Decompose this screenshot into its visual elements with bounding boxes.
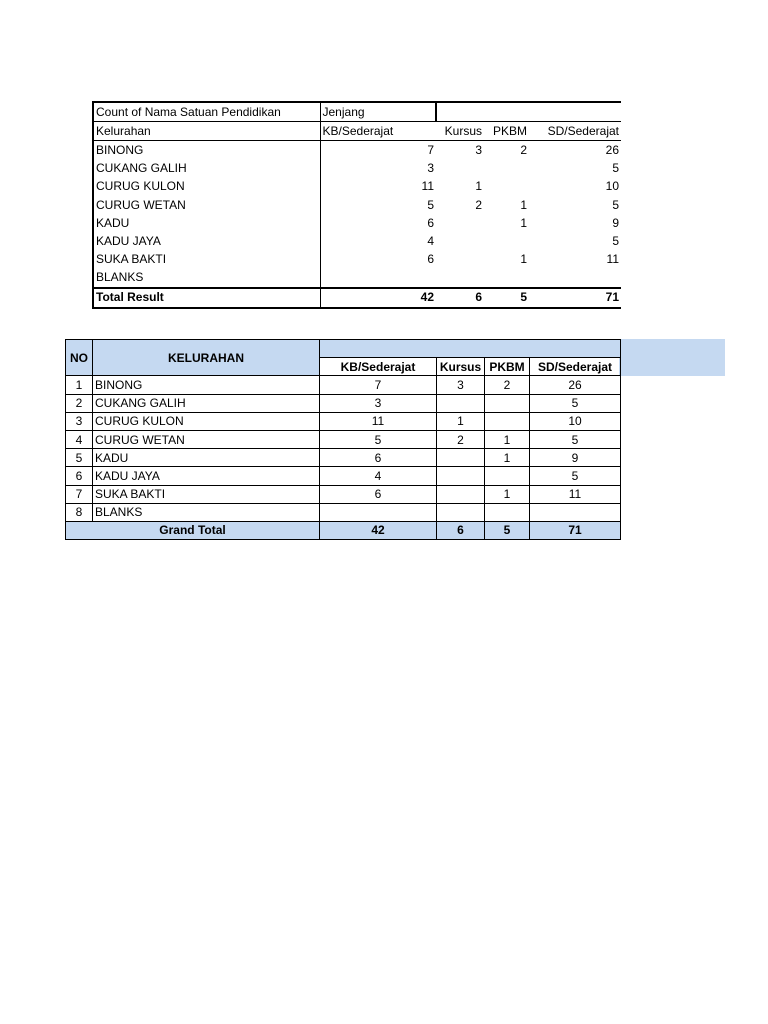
pivot-cell[interactable]: 10 — [605, 179, 619, 194]
pivot-row-label[interactable]: CUKANG GALIH — [93, 160, 320, 178]
row-number[interactable]: 6 — [66, 467, 93, 485]
pivot-total-cell[interactable]: 71 — [529, 288, 621, 308]
summary-row — [66, 503, 621, 521]
summary-cell[interactable]: 5 — [530, 430, 621, 448]
summary-cell[interactable]: 2 — [485, 376, 530, 394]
summary-total-row — [66, 521, 621, 539]
pivot-cell[interactable]: 1 — [520, 215, 527, 230]
pivot-row-label[interactable]: KADU JAYA — [93, 232, 320, 250]
summary-cell[interactable]: 9 — [530, 449, 621, 467]
pivot-col-header[interactable]: SD/Sederajat — [529, 122, 621, 141]
pivot-cell[interactable] — [436, 232, 484, 250]
summary-header-row-1 — [66, 340, 621, 358]
pivot-cell[interactable] — [320, 269, 436, 288]
pivot-header-blank[interactable] — [436, 102, 484, 122]
kelurahan-name[interactable]: CURUG WETAN — [93, 430, 320, 448]
pivot-row-label[interactable]: CURUG WETAN — [93, 196, 320, 214]
no-header[interactable]: NO — [66, 340, 93, 376]
pivot-cell[interactable]: 3 — [320, 160, 436, 178]
grand-total-label[interactable]: Grand Total — [66, 521, 320, 539]
pivot-row — [93, 141, 621, 160]
pivot-row — [93, 178, 621, 196]
pivot-cell[interactable] — [484, 178, 529, 196]
summary-cell[interactable]: 5 — [320, 430, 437, 448]
pivot-corner-label[interactable]: Count of Nama Satuan Pendidikan — [93, 102, 320, 122]
pivot-cell[interactable] — [484, 269, 529, 288]
kelurahan-name[interactable]: KADU — [93, 449, 320, 467]
pivot-cell[interactable]: 2 — [520, 142, 527, 157]
summary-col-header[interactable]: SD/Sederajat — [530, 358, 621, 376]
kelurahan-name[interactable]: SUKA BAKTI — [93, 485, 320, 503]
summary-cell[interactable] — [485, 503, 530, 521]
kelurahan-name[interactable]: CURUG KULON — [93, 412, 320, 430]
row-number[interactable]: 8 — [66, 503, 93, 521]
pivot-total-cell[interactable]: 5 — [484, 288, 529, 308]
row-number[interactable]: 5 — [66, 449, 93, 467]
pivot-header-blank[interactable] — [484, 102, 529, 122]
summary-cell[interactable]: 7 — [320, 376, 437, 394]
pivot-cell[interactable] — [529, 269, 621, 288]
pivot-cell[interactable]: 4 — [320, 232, 436, 250]
pivot-row-field-label[interactable]: Kelurahan — [93, 122, 320, 141]
summary-row — [66, 430, 621, 448]
summary-cell[interactable]: 1 — [485, 430, 530, 448]
kelurahan-name[interactable]: BINONG — [93, 376, 320, 394]
summary-cell[interactable]: 6 — [320, 449, 437, 467]
pivot-cell[interactable]: 7 — [320, 141, 436, 160]
pivot-cell[interactable]: 1 — [475, 179, 482, 194]
pivot-cell[interactable] — [484, 232, 529, 250]
pivot-cell[interactable]: 5 — [612, 197, 619, 212]
summary-cell[interactable] — [437, 467, 485, 485]
summary-cell[interactable]: 6 — [320, 485, 437, 503]
jenjang-header-blank[interactable] — [320, 340, 621, 358]
pivot-cell[interactable]: 11 — [606, 252, 619, 267]
summary-row — [66, 376, 621, 394]
summary-cell[interactable]: 1 — [485, 449, 530, 467]
pivot-cell[interactable]: 6 — [320, 251, 436, 269]
pivot-cell[interactable]: 5 — [320, 196, 436, 214]
header-fill-band — [619, 339, 725, 376]
summary-cell[interactable] — [437, 449, 485, 467]
kelurahan-name[interactable]: KADU JAYA — [93, 467, 320, 485]
pivot-row-label[interactable]: CURUG KULON — [93, 178, 320, 196]
pivot-row-label[interactable]: SUKA BAKTI — [93, 251, 320, 269]
pivot-total-cell[interactable]: 6 — [436, 288, 484, 308]
grand-total-cell[interactable]: 6 — [437, 521, 485, 539]
summary-cell[interactable] — [485, 467, 530, 485]
summary-cell[interactable]: 11 — [320, 412, 437, 430]
pivot-total-label[interactable]: Total Result — [93, 288, 320, 308]
summary-cell[interactable]: 3 — [320, 394, 437, 412]
summary-col-header[interactable]: KB/Sederajat — [320, 358, 437, 376]
pivot-row-label[interactable]: BINONG — [93, 141, 320, 160]
kelurahan-header[interactable]: KELURAHAN — [93, 340, 320, 376]
pivot-header-row-1 — [93, 102, 621, 122]
pivot-cell[interactable]: 26 — [605, 142, 619, 157]
pivot-col-header[interactable]: Kursus — [436, 122, 484, 141]
row-number[interactable]: 2 — [66, 394, 93, 412]
pivot-row — [93, 269, 621, 288]
pivot-row — [93, 214, 621, 232]
pivot-cell[interactable] — [484, 160, 529, 178]
row-number[interactable]: 3 — [66, 412, 93, 430]
row-number[interactable]: 7 — [66, 485, 93, 503]
summary-cell[interactable] — [437, 503, 485, 521]
summary-cell[interactable]: 1 — [437, 412, 485, 430]
pivot-row-label[interactable]: KADU — [93, 214, 320, 232]
summary-row — [66, 394, 621, 412]
summary-cell[interactable]: 1 — [485, 485, 530, 503]
pivot-cell[interactable]: 5 — [612, 233, 619, 248]
summary-row — [66, 412, 621, 430]
grand-total-cell[interactable]: 5 — [485, 521, 530, 539]
row-number[interactable]: 4 — [66, 430, 93, 448]
summary-cell[interactable] — [320, 503, 437, 521]
summary-cell[interactable] — [485, 412, 530, 430]
pivot-cell[interactable]: 9 — [612, 215, 619, 230]
pivot-cell[interactable]: 1 — [520, 197, 527, 212]
pivot-table — [92, 101, 621, 309]
pivot-row — [93, 196, 621, 214]
pivot-cell[interactable] — [436, 214, 484, 232]
pivot-cell[interactable] — [436, 160, 484, 178]
pivot-row — [93, 160, 621, 178]
summary-cell[interactable]: 2 — [437, 430, 485, 448]
summary-cell[interactable] — [437, 394, 485, 412]
summary-table — [65, 339, 621, 540]
summary-cell[interactable]: 5 — [530, 394, 621, 412]
summary-cell[interactable] — [530, 503, 621, 521]
summary-cell[interactable]: 4 — [320, 467, 437, 485]
pivot-row-label[interactable]: BLANKS — [93, 269, 320, 288]
summary-row — [66, 449, 621, 467]
summary-cell[interactable]: 3 — [437, 376, 485, 394]
summary-col-header[interactable]: Kursus — [437, 358, 485, 376]
row-number[interactable]: 1 — [66, 376, 93, 394]
summary-row — [66, 467, 621, 485]
grand-total-cell[interactable]: 42 — [320, 521, 437, 539]
pivot-row — [93, 251, 621, 269]
pivot-cell[interactable]: 6 — [320, 214, 436, 232]
pivot-total-cell[interactable]: 42 — [320, 288, 436, 308]
pivot-column-field-label[interactable]: Jenjang — [320, 102, 436, 122]
pivot-row — [93, 232, 621, 250]
summary-cell[interactable]: 5 — [530, 467, 621, 485]
pivot-col-header[interactable]: KB/Sederajat — [320, 122, 436, 141]
pivot-cell[interactable] — [436, 251, 484, 269]
pivot-cell[interactable]: 11 — [320, 178, 436, 196]
pivot-header-blank[interactable] — [529, 102, 621, 122]
kelurahan-name[interactable]: BLANKS — [93, 503, 320, 521]
summary-cell[interactable] — [437, 485, 485, 503]
grand-total-cell[interactable]: 71 — [530, 521, 621, 539]
pivot-cell[interactable]: 3 — [475, 142, 482, 157]
summary-row — [66, 485, 621, 503]
pivot-total-row — [93, 288, 621, 308]
summary-col-header[interactable]: PKBM — [485, 358, 530, 376]
summary-cell[interactable]: 26 — [530, 376, 621, 394]
pivot-cell[interactable]: 1 — [520, 252, 527, 267]
pivot-cell[interactable]: 5 — [612, 161, 619, 176]
pivot-header-row-2 — [93, 122, 621, 141]
summary-cell[interactable] — [485, 394, 530, 412]
summary-cell[interactable]: 10 — [530, 412, 621, 430]
pivot-cell[interactable] — [436, 269, 484, 288]
kelurahan-name[interactable]: CUKANG GALIH — [93, 394, 320, 412]
pivot-cell[interactable]: 2 — [475, 197, 482, 212]
pivot-col-header[interactable]: PKBM — [484, 122, 529, 141]
summary-cell[interactable]: 11 — [530, 485, 621, 503]
